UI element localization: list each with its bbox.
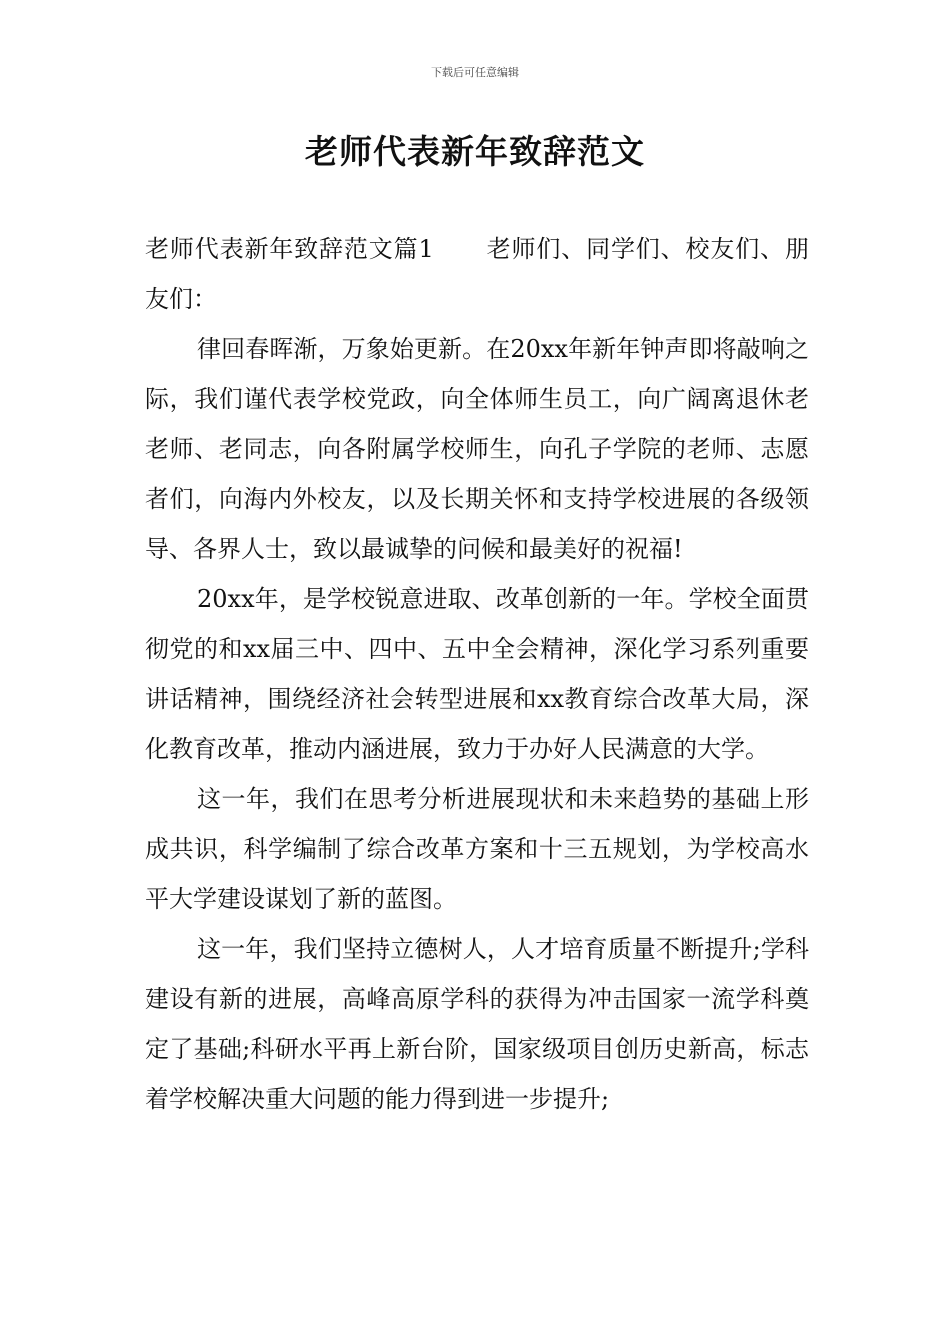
section-label: 老师代表新年致辞范文篇1 [145,235,434,263]
body-paragraph-2: 20xx年，是学校锐意进取、改革创新的一年。学校全面贯彻党的和xx届三中、四中、五中全会精神，深化学习系列重要讲话精神，围绕经济社会转型进展和xx教育综合改革大局，深化教育改革，推动内涵进展，致力于办好人民满意的大学。 [145,585,809,763]
body-paragraph-1: 律回春晖渐，万象始更新。在20xx年新年钟声即将敲响之际，我们谨代表学校党政，向全体师生员工，向广阔离退休老老师、老同志，向各附属学校师生，向孔子学院的老师、志愿者们，向海内外校友，以及长期关怀和支持学校进展的各级领导、各界人士，致以最诚挚的问候和最美好的祝福! [145,335,809,563]
body-paragraph-4: 这一年，我们坚持立德树人，人才培育质量不断提升;学科建设有新的进展，高峰高原学科的获得为冲击国家一流学科奠定了基础;科研水平再上新台阶，国家级项目创历史新高，标志着学校解决重大问题的能力得到进一步提升; [145,935,809,1113]
salutation: 老师们、同学们、校友们、朋友们： [145,235,809,313]
document-title: 老师代表新年致辞范文 [305,132,645,171]
header-note: 下载后可任意编辑 [431,66,519,79]
document-body [145,224,809,1124]
intro-paragraph [145,224,809,324]
body-paragraph-3: 这一年，我们在思考分析进展现状和未来趋势的基础上形成共识，科学编制了综合改革方案和十三五规划，为学校高水平大学建设谋划了新的蓝图。 [145,785,809,913]
